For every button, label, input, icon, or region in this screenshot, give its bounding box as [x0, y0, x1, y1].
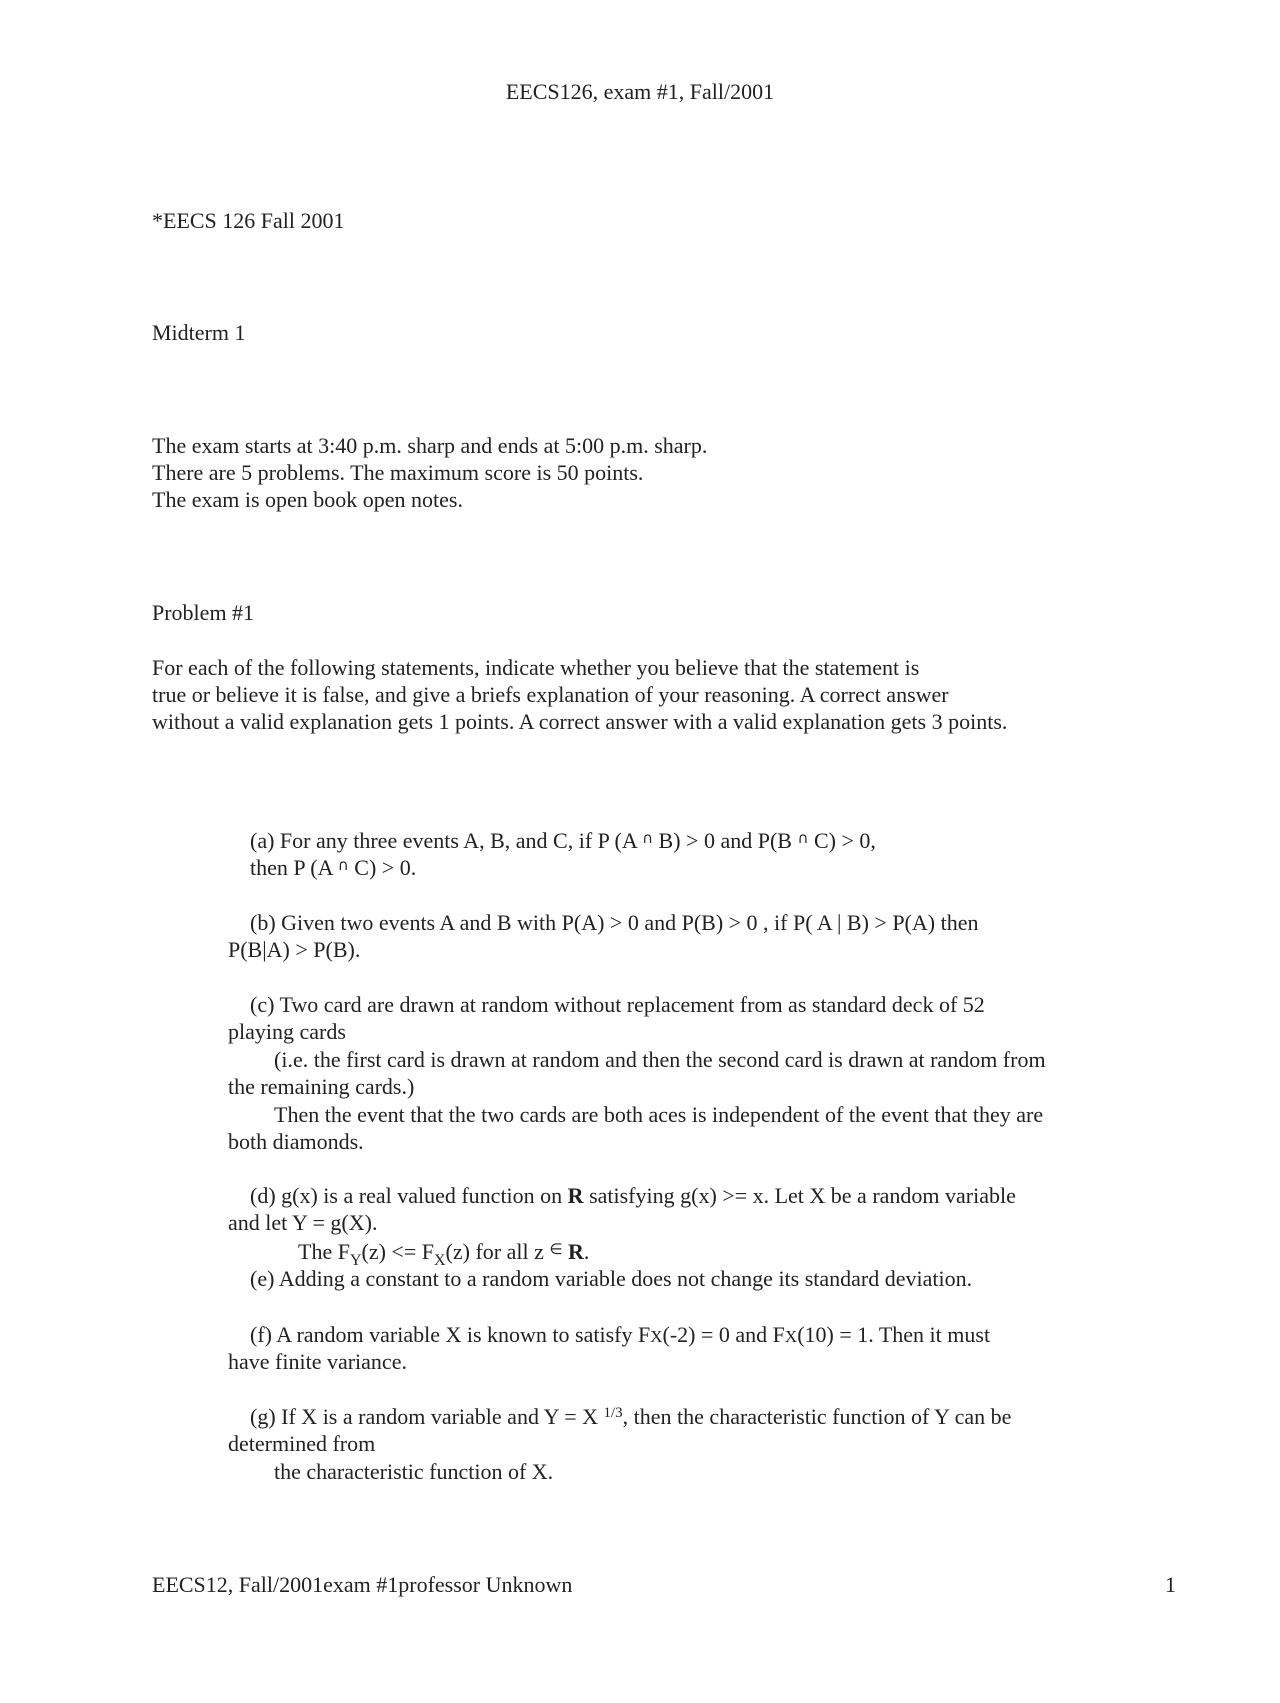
- item-c-line: the remaining cards.): [228, 1074, 415, 1099]
- subscript: X: [433, 1252, 446, 1269]
- item-b-line: (b) Given two events A and B with P(A) > 0 and P(B) > 0 , if P( A | B) > P(A) then: [250, 910, 979, 935]
- item-g-text: , then the characteristic function of Y can be: [622, 1404, 1012, 1429]
- reals-symbol: R: [567, 1239, 584, 1264]
- item-d-text: (d) g(x) is a real valued function on: [250, 1183, 568, 1208]
- item-a-text: C) > 0.: [348, 855, 417, 880]
- item-a-text: (a) For any three events A, B, and C, if P (A: [250, 828, 643, 853]
- intersection-symbol: ∩: [337, 856, 349, 874]
- intro-line: The exam is open book open notes.: [152, 487, 463, 512]
- intersection-symbol: ∩: [797, 829, 809, 847]
- item-c-line: both diamonds.: [228, 1129, 364, 1154]
- item-g-text: (g) If X is a random variable and Y = X: [250, 1404, 604, 1429]
- item-a-line: [250, 827, 876, 857]
- item-f-line: [250, 1321, 990, 1351]
- page-header: EECS126, exam #1, Fall/2001: [505, 79, 775, 104]
- subscript: X: [650, 1327, 663, 1346]
- element-of-symbol: ∈: [549, 1240, 563, 1258]
- item-c-line: playing cards: [228, 1019, 346, 1044]
- item-d-line: [250, 1182, 1016, 1210]
- item-d-text: (z) <= F: [361, 1239, 434, 1264]
- item-d-text: (z) for all z: [445, 1239, 550, 1264]
- intro-line: The exam starts at 3:40 p.m. sharp and ends at 5:00 p.m. sharp.: [152, 433, 708, 458]
- item-d-text: satisfying g(x) >= x. Let X be a random variable: [583, 1183, 1016, 1208]
- item-c-line: (i.e. the first card is drawn at random and then the second card is drawn at random from: [274, 1047, 1046, 1072]
- superscript: 1/3: [603, 1405, 623, 1421]
- item-d-line: and let Y = g(X).: [228, 1210, 378, 1235]
- page-number: 1: [1165, 1572, 1176, 1597]
- page-footer: EECS12, Fall/2001exam #1professor Unknown: [152, 1572, 573, 1597]
- item-e-line: (e) Adding a constant to a random variable does not change its standard deviation.: [250, 1266, 973, 1291]
- item-a-text: then P (A: [250, 855, 338, 880]
- item-f-text: (10) = 1. Then it must: [797, 1322, 991, 1347]
- item-a-text: C) > 0,: [808, 828, 876, 853]
- item-c-line: Then the event that the two cards are both aces is independent of the event that they are: [274, 1102, 1044, 1127]
- exam-name: Midterm 1: [152, 320, 246, 345]
- item-a-text: B) > 0 and P(B: [653, 828, 798, 853]
- item-d-text: The F: [298, 1239, 350, 1264]
- problem-description-line: without a valid explanation gets 1 points. A correct answer with a valid explanation gets 3 points.: [152, 709, 1008, 734]
- problem-title: Problem #1: [152, 600, 255, 625]
- item-f-text: (-2) = 0 and F: [662, 1322, 785, 1347]
- item-d-text: .: [583, 1239, 590, 1264]
- item-f-text: (f) A random variable X is known to satisfy F: [250, 1322, 651, 1347]
- reals-symbol: R: [567, 1183, 584, 1208]
- item-c-line: (c) Two card are drawn at random without replacement from as standard deck of 52: [250, 992, 985, 1017]
- item-b-line: P(B|A) > P(B).: [228, 937, 361, 962]
- intersection-symbol: ∩: [642, 829, 654, 847]
- intro-line: There are 5 problems. The maximum score is 50 points.: [152, 460, 644, 485]
- item-g-line: determined from: [228, 1431, 376, 1456]
- problem-description-line: true or believe it is false, and give a briefs explanation of your reasoning. A correct answer: [152, 682, 949, 707]
- item-g-line: the characteristic function of X.: [274, 1459, 554, 1484]
- course-title: *EECS 126 Fall 2001: [152, 208, 345, 233]
- subscript: X: [784, 1327, 798, 1346]
- item-f-line: have finite variance.: [228, 1349, 407, 1374]
- item-a-line: [250, 854, 416, 884]
- subscript: Y: [349, 1252, 362, 1269]
- problem-description-line: For each of the following statements, indicate whether you believe that the statement is: [152, 655, 920, 680]
